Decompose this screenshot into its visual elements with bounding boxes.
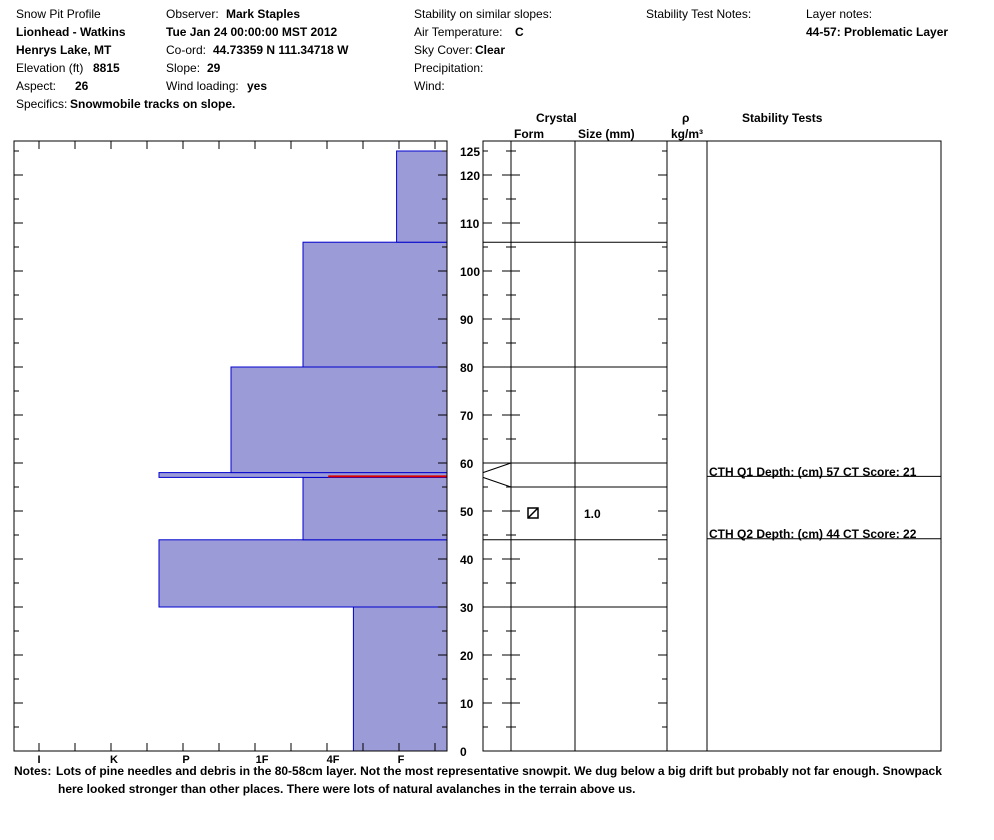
date-time: Tue Jan 24 00:00:00 MST 2012 <box>166 25 338 39</box>
height-tick-label: 125 <box>460 145 481 159</box>
air-temp-value: C <box>515 25 524 39</box>
layer-connector <box>483 477 511 487</box>
hardness-layer <box>303 477 447 539</box>
height-tick-label: 0 <box>460 745 467 759</box>
height-tick-label: 50 <box>460 505 474 519</box>
notes-label: Notes: <box>14 764 52 778</box>
hardness-tick-label: 1F <box>255 754 269 766</box>
layer-notes-label: Layer notes: <box>806 7 873 21</box>
wind-loading-label: Wind loading: <box>166 79 239 93</box>
wind-loading-value: yes <box>247 79 268 93</box>
hardness-tick-label: K <box>110 754 118 766</box>
density-unit-header: kg/m³ <box>671 127 704 141</box>
layer-table <box>483 242 941 607</box>
density-header: ρ <box>682 111 690 125</box>
sky-cover-value: Clear <box>475 43 506 57</box>
layer-connector <box>483 463 511 473</box>
observer-value: Mark Staples <box>226 7 301 21</box>
height-tick-label: 10 <box>460 697 474 711</box>
hardness-layer <box>397 151 447 242</box>
height-tick-label: 100 <box>460 265 481 279</box>
hardness-layer <box>159 540 447 607</box>
hardness-tick-label: I <box>37 754 41 766</box>
aspect-value: 26 <box>75 79 89 93</box>
slope-label: Slope: <box>166 61 201 75</box>
height-tick-label: 30 <box>460 601 474 615</box>
height-tick-label: 20 <box>460 649 474 663</box>
height-tick-label: 80 <box>460 361 474 375</box>
precipitation-label: Precipitation: <box>414 61 484 75</box>
height-tick-label: 40 <box>460 553 474 567</box>
height-tick-label: 70 <box>460 409 474 423</box>
wind-label: Wind: <box>414 79 445 93</box>
sky-cover-label: Sky Cover: <box>414 43 473 57</box>
hardness-tick-label: 4F <box>326 754 340 766</box>
crystal-size-value: 1.0 <box>584 507 601 521</box>
elevation-value: 8815 <box>93 61 120 75</box>
slope-value: 29 <box>207 61 221 75</box>
height-tick-label: 120 <box>460 169 481 183</box>
stability-test-2: CTH Q2 Depth: (cm) 44 CT Score: 22 <box>709 527 917 541</box>
form-header: Form <box>514 127 544 141</box>
hardness-tick-label: F <box>397 754 405 766</box>
stability-tests-header: Stability Tests <box>742 111 823 125</box>
coord-label: Co-ord: <box>166 43 207 57</box>
hardness-layer <box>231 367 447 473</box>
air-temp-label: Air Temperature: <box>414 25 503 39</box>
coord-value: 44.73359 N 111.34718 W <box>213 43 349 57</box>
layer-note: 44-57: Problematic Layer <box>806 25 949 39</box>
specifics-label: Specifics: <box>16 97 68 111</box>
stability-test-notes-label: Stability Test Notes: <box>646 7 752 21</box>
height-tick-label: 110 <box>460 217 480 231</box>
location-name: Lionhead - Watkins <box>16 25 126 39</box>
notes-line-2: here looked stronger than other places. There were lots of natural avalanches in the terrain above us. <box>58 782 636 796</box>
hardness-layer <box>303 242 447 367</box>
region: Henrys Lake, MT <box>16 43 112 57</box>
height-tick-label: 60 <box>460 457 474 471</box>
size-header: Size (mm) <box>578 127 635 141</box>
hardness-layer <box>353 607 447 751</box>
specifics-value: Snowmobile tracks on slope. <box>70 97 236 111</box>
chart-frames <box>14 141 941 751</box>
layer-table-frame <box>483 141 941 751</box>
hardness-profile <box>159 151 447 751</box>
stability-similar-label: Stability on similar slopes: <box>414 7 553 21</box>
stability-test-1: CTH Q1 Depth: (cm) 57 CT Score: 21 <box>709 465 917 479</box>
elevation-label: Elevation (ft) <box>16 61 84 75</box>
notes-line-1: Lots of pine needles and debris in the 80-58cm layer. Not the most representative snowpit. We dug below a big drift but probably not far enough. Snowpack <box>56 764 942 778</box>
height-tick-label: 90 <box>460 313 474 327</box>
faceted-crystal-icon <box>527 507 539 519</box>
aspect-label: Aspect: <box>16 79 57 93</box>
observer-label: Observer: <box>166 7 219 21</box>
crystal-header: Crystal <box>536 111 577 125</box>
hardness-tick-label: P <box>182 754 190 766</box>
profile-title: Snow Pit Profile <box>16 7 101 21</box>
